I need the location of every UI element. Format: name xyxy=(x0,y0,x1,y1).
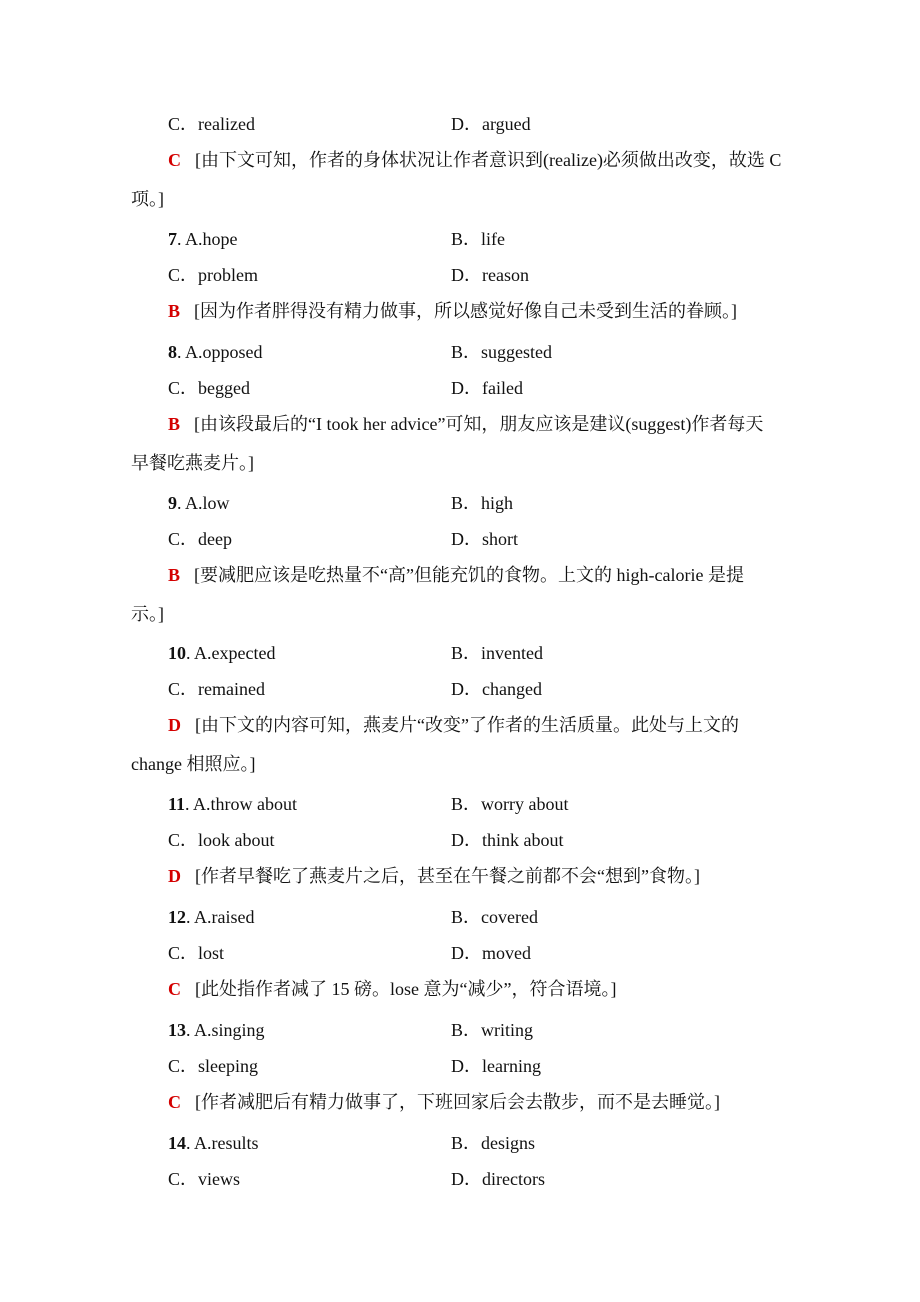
q6-options-cd xyxy=(0,111,920,137)
q6-option-c: C．realized xyxy=(168,114,255,134)
q11-option-a: 11. A.throw about xyxy=(168,794,298,814)
q8-option-d: D．failed xyxy=(451,378,523,398)
q7-number: 7 xyxy=(168,229,177,249)
q13-option-c: C．sleeping xyxy=(168,1056,258,1076)
q8-answer: B xyxy=(168,414,181,434)
q14-option-b: B．designs xyxy=(451,1133,536,1153)
q14-option-a: 14. A.results xyxy=(168,1133,259,1153)
q11-options-cd xyxy=(0,827,920,853)
q10-option-b: B．invented xyxy=(451,643,543,663)
q8-option-a: 8. A.opposed xyxy=(168,342,263,362)
q12-number: 12 xyxy=(168,907,186,927)
q13-option-b: B．writing xyxy=(451,1020,534,1040)
q10-option-c: C．remained xyxy=(168,679,265,699)
q10-explanation xyxy=(0,712,920,738)
q13-option-d: D．learning xyxy=(451,1056,541,1076)
q11-answer: D xyxy=(168,866,181,886)
q11-options-ab xyxy=(0,791,920,817)
q14-options-cd xyxy=(0,1166,920,1192)
q14-number: 14 xyxy=(168,1133,186,1153)
q14-options-ab xyxy=(0,1130,920,1156)
q14-option-c: C．views xyxy=(168,1169,240,1189)
q10-explanation-line1: [由下文的内容可知，燕麦片“改变”了作者的生活质量。此处与上文的 xyxy=(195,715,739,735)
q9-option-c: C．deep xyxy=(168,529,232,549)
q13-answer: C xyxy=(168,1092,181,1112)
q9-option-d: D．short xyxy=(451,529,518,549)
q9-answer: B xyxy=(168,565,181,585)
q6-explanation-line1: [由下文可知，作者的身体状况让作者意识到(realize)必须做出改变，故选 C xyxy=(195,150,782,170)
q10-option-a: 10. A.expected xyxy=(168,643,276,663)
q8-options-ab xyxy=(0,339,920,365)
q7-option-d: D．reason xyxy=(451,265,529,285)
q8-explanation-line1: [由该段最后的“I took her advice”可知，朋友应该是建议(suggest)作者每天 xyxy=(194,414,764,434)
q9-options-ab xyxy=(0,490,920,516)
q13-options-cd xyxy=(0,1053,920,1079)
q13-number: 13 xyxy=(168,1020,186,1040)
q8-explanation xyxy=(0,411,920,437)
q12-option-c: C．lost xyxy=(168,943,225,963)
q13-explanation-line1: [作者减肥后有精力做事了，下班回家后会去散步，而不是去睡觉。] xyxy=(195,1092,720,1112)
q11-explanation xyxy=(0,863,920,889)
q8-option-c: C．begged xyxy=(168,378,250,398)
q7-explanation xyxy=(0,298,920,324)
q6-answer: C xyxy=(168,150,181,170)
q7-answer: B xyxy=(168,301,181,321)
q10-options-cd xyxy=(0,676,920,702)
q9-options-cd xyxy=(0,526,920,552)
q12-options-ab xyxy=(0,904,920,930)
q8-options-cd xyxy=(0,375,920,401)
q9-explanation-line2: 示。] xyxy=(131,604,164,624)
q7-options-ab xyxy=(0,226,920,252)
q9-explanation-line1: [要减肥应该是吃热量不“高”但能充饥的食物。上文的 high-calorie 是提 xyxy=(194,565,744,585)
q9-option-b: B．high xyxy=(451,493,514,513)
q7-option-c: C．problem xyxy=(168,265,258,285)
q11-explanation-line1: [作者早餐吃了燕麦片之后，甚至在午餐之前都不会“想到”食物。] xyxy=(195,866,700,886)
q10-explanation-line2: change 相照应。] xyxy=(131,754,256,774)
q7-explanation-line1: [因为作者胖得没有精力做事，所以感觉好像自己未受到生活的眷顾。] xyxy=(194,301,738,321)
q11-option-d: D．think about xyxy=(451,830,564,850)
q8-explanation-line2: 早餐吃燕麦片。] xyxy=(131,453,254,473)
q13-explanation xyxy=(0,1089,920,1115)
q13-options-ab xyxy=(0,1017,920,1043)
q9-explanation xyxy=(0,562,920,588)
q12-option-a: 12. A.raised xyxy=(168,907,255,927)
q11-option-b: B．worry about xyxy=(451,794,569,814)
q8-number: 8 xyxy=(168,342,177,362)
q12-option-b: B．covered xyxy=(451,907,538,927)
q9-number: 9 xyxy=(168,493,177,513)
q12-explanation-line1: [此处指作者减了 15 磅。lose 意为“减少”，符合语境。] xyxy=(195,979,617,999)
q10-option-d: D．changed xyxy=(451,679,542,699)
q7-option-a: 7. A.hope xyxy=(168,229,238,249)
q12-explanation xyxy=(0,976,920,1002)
q6-explanation-line2: 项。] xyxy=(131,189,164,209)
q12-option-d: D．moved xyxy=(451,943,531,963)
q6-explanation xyxy=(0,147,920,173)
q6-option-d: D．argued xyxy=(451,114,531,134)
q14-option-d: D．directors xyxy=(451,1169,545,1189)
q9-option-a: 9. A.low xyxy=(168,493,230,513)
q10-number: 10 xyxy=(168,643,186,663)
q12-answer: C xyxy=(168,979,181,999)
q11-number: 11 xyxy=(168,794,186,814)
q11-option-c: C．look about xyxy=(168,830,275,850)
q8-option-b: B．suggested xyxy=(451,342,552,362)
q7-options-cd xyxy=(0,262,920,288)
q10-answer: D xyxy=(168,715,181,735)
q7-option-b: B．life xyxy=(451,229,505,249)
q10-options-ab xyxy=(0,640,920,666)
q13-option-a: 13. A.singing xyxy=(168,1020,265,1040)
q12-options-cd xyxy=(0,940,920,966)
